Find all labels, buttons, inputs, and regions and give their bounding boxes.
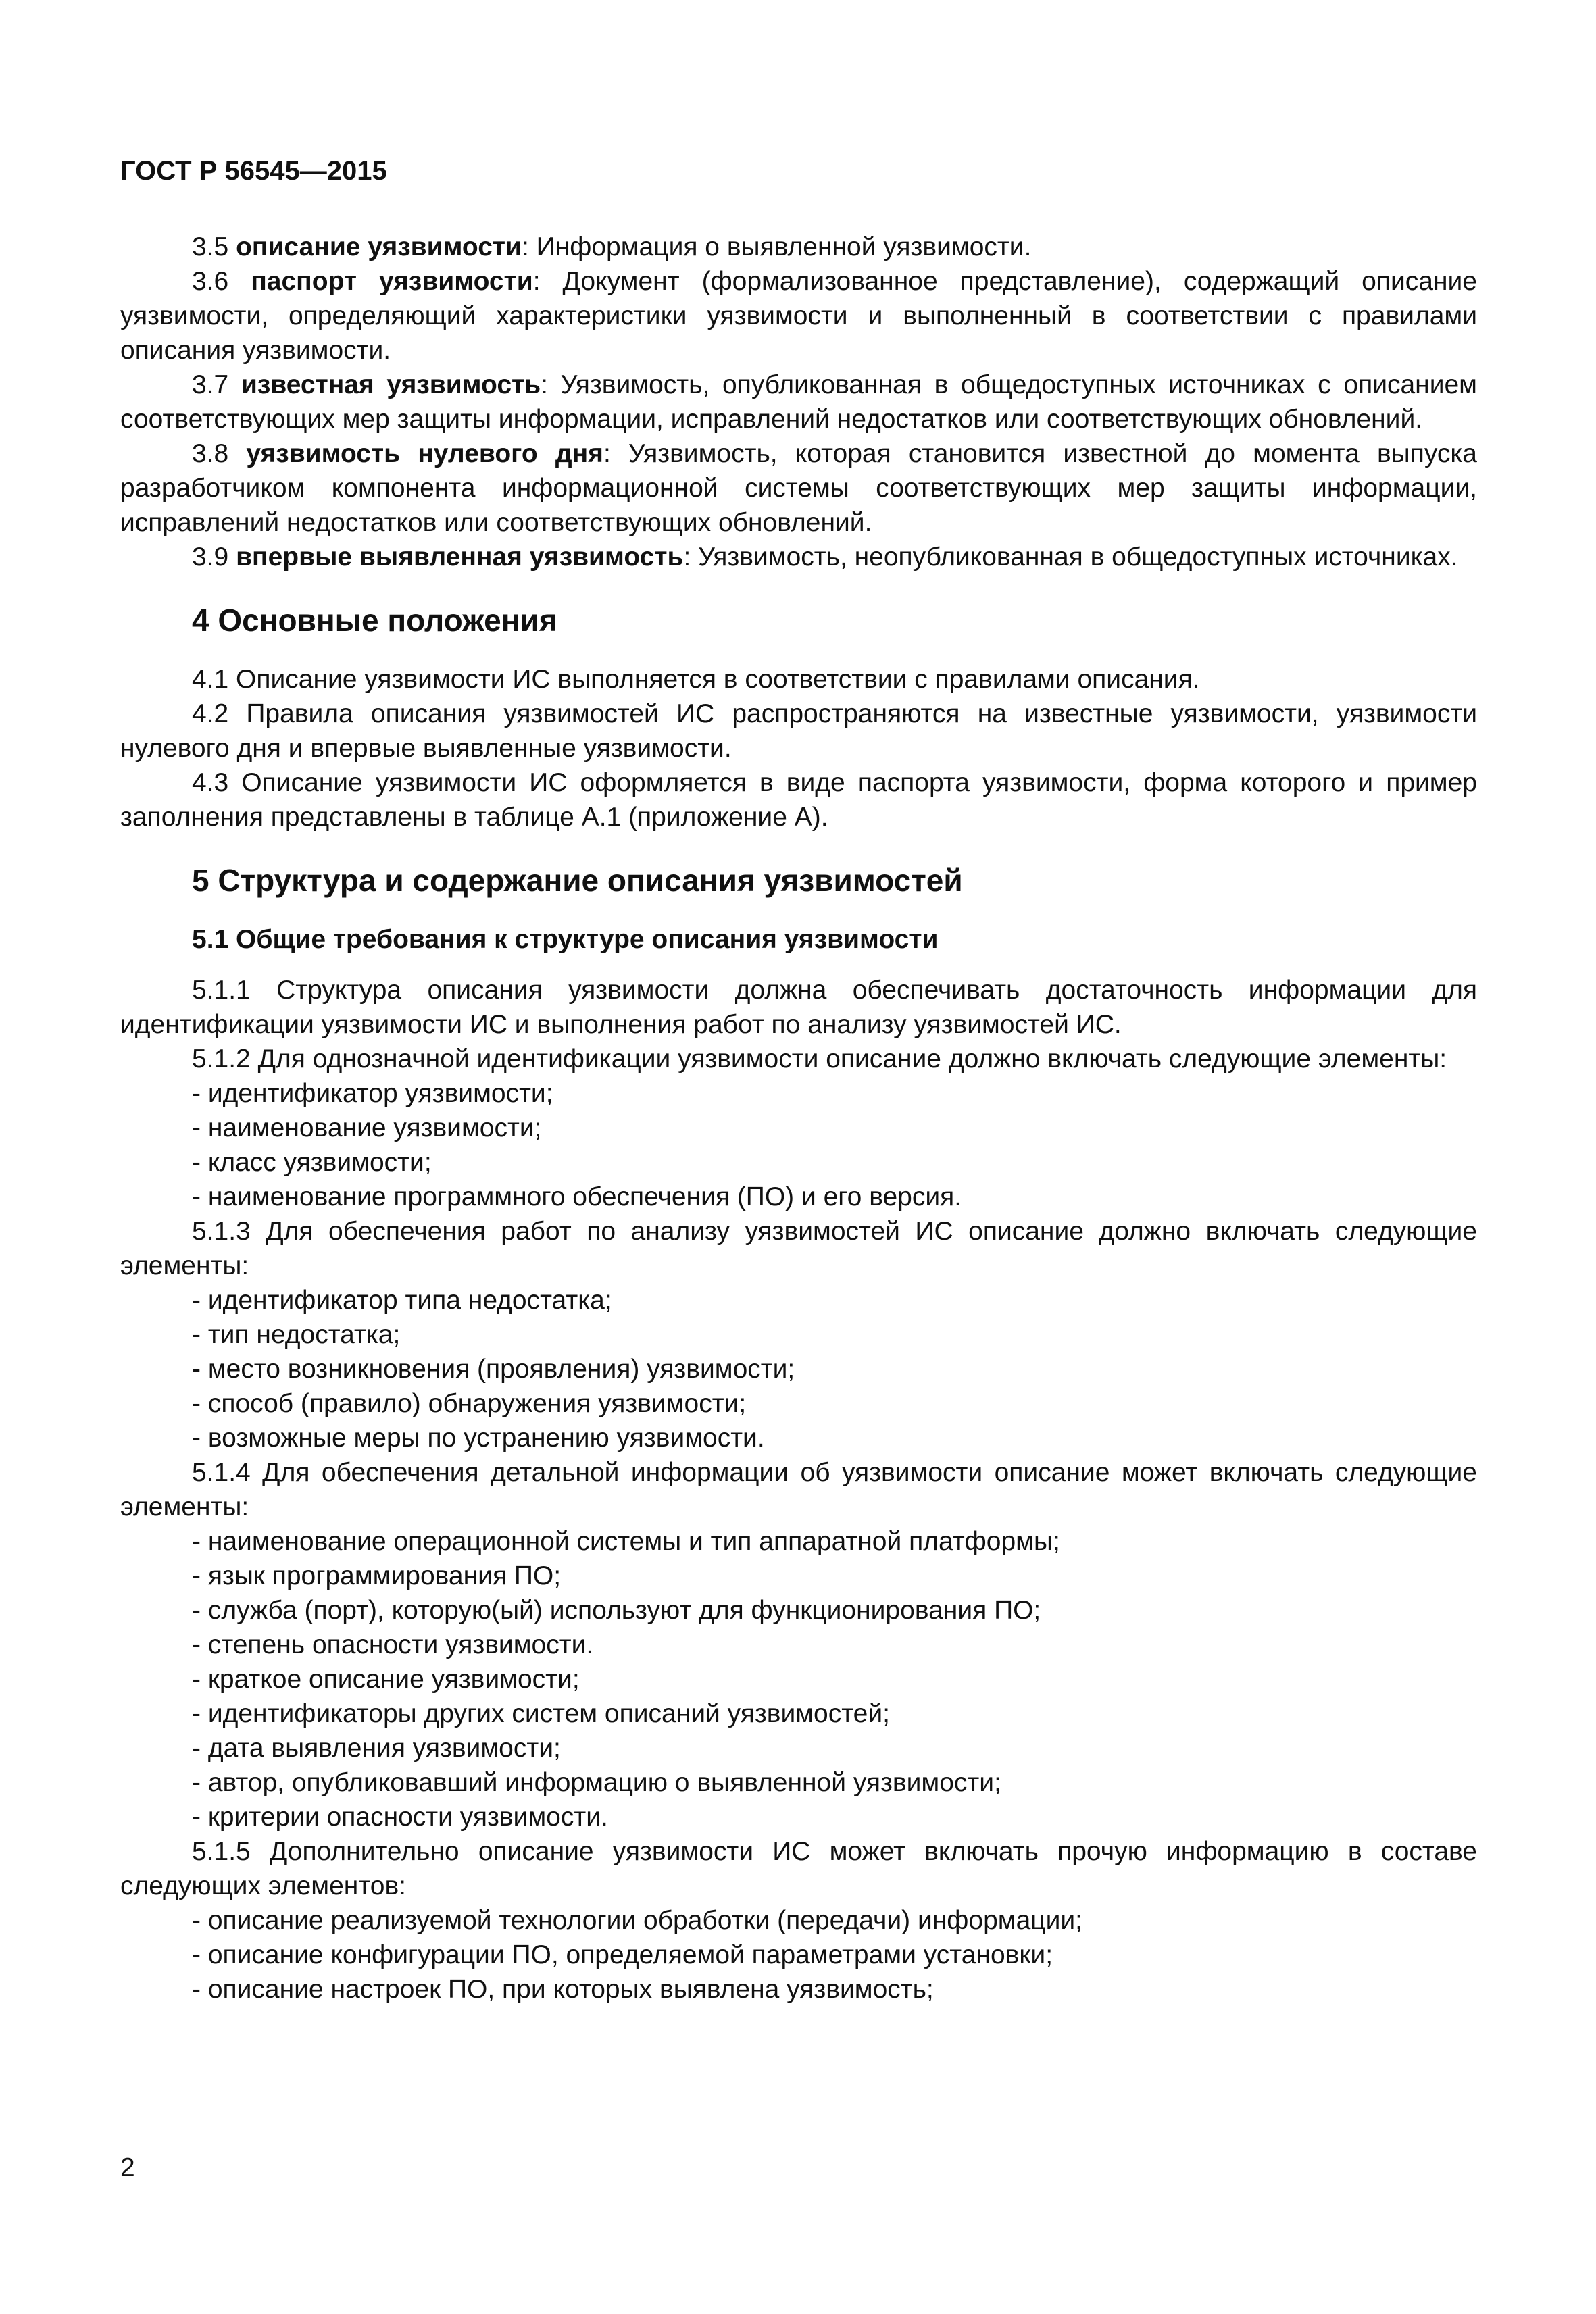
list-item: - степень опасности уязвимости. <box>192 1630 594 1659</box>
page-number: 2 <box>120 2153 135 2182</box>
section-4-heading: 4 Основные положения <box>192 603 557 638</box>
term-3-9 <box>120 540 1477 574</box>
list-item: - идентификаторы других систем описаний уязвимостей; <box>192 1699 890 1728</box>
list-5-1-5 <box>120 1903 1477 2007</box>
subsection-5-1-heading: 5.1 Общие требования к структуре описания уязвимости <box>192 925 939 954</box>
list-item: - описание реализуемой технологии обработки (передачи) информации; <box>192 1906 1083 1935</box>
term-definition: : Уязвимость, опубликованная в общедоступных источниках с описанием соответствующих мер защиты информации, исправлений недостатков или соответствующих обновлений. <box>120 370 1477 434</box>
term-name: паспорт уязвимости <box>251 267 533 296</box>
list-item: - наименование операционной системы и тип аппаратной платформы; <box>192 1527 1060 1556</box>
list-item: - идентификатор типа недостатка; <box>192 1286 612 1315</box>
term-number: 3.9 <box>192 543 229 572</box>
term-3-8 <box>120 436 1477 540</box>
paragraph-5-1-4: 5.1.4 Для обеспечения детальной информации об уязвимости описание может включать следующие элементы: <box>120 1458 1477 1521</box>
list-5-1-4 <box>120 1524 1477 1834</box>
paragraph-4-1: 4.1 Описание уязвимости ИС выполняется в соответствии с правилами описания. <box>192 665 1200 694</box>
list-item: - возможные меры по устранению уязвимости. <box>192 1424 765 1453</box>
paragraph-4-3: 4.3 Описание уязвимости ИС оформляется в виде паспорта уязвимости, форма которого и пример заполнения представлены в таблице А.1 (приложение А). <box>120 768 1477 832</box>
list-5-1-2 <box>120 1076 1477 1214</box>
document-code-header: ГОСТ Р 56545—2015 <box>120 156 387 186</box>
paragraph-5-1-2: 5.1.2 Для однозначной идентификации уязвимости описание должно включать следующие элементы: <box>192 1045 1447 1074</box>
list-item: - тип недостатка; <box>192 1320 401 1349</box>
section-5-heading: 5 Структура и содержание описания уязвимостей <box>192 863 963 898</box>
page-content <box>120 230 1477 2007</box>
term-number: 3.6 <box>192 267 229 296</box>
list-item: - описание конфигурации ПО, определяемой параметрами установки; <box>192 1940 1053 1969</box>
list-item: - место возникновения (проявления) уязвимости; <box>192 1355 795 1384</box>
list-item: - критерии опасности уязвимости. <box>192 1803 608 1832</box>
term-3-5 <box>120 230 1477 264</box>
term-name: впервые выявленная уязвимость <box>236 543 684 572</box>
term-definition: : Документ (формализованное представление), содержащий описание уязвимости, определяющий характеристики уязвимости и выполненный в соответствии с правилами описания уязвимости. <box>120 267 1477 365</box>
term-name: описание уязвимости <box>236 232 522 261</box>
term-definition: : Уязвимость, которая становится известной до момента выпуска разработчиком компонента информационной системы соответствующих мер защиты информации, исправлений недостатков или соответствующих обновлений. <box>120 439 1477 537</box>
term-name: уязвимость нулевого дня <box>246 439 603 468</box>
list-item: - способ (правило) обнаружения уязвимости; <box>192 1389 747 1418</box>
list-5-1-3 <box>120 1283 1477 1455</box>
list-item: - автор, опубликовавший информацию о выявленной уязвимости; <box>192 1768 1001 1797</box>
list-item: - наименование программного обеспечения (ПО) и его версия. <box>192 1182 962 1211</box>
paragraph-5-1-3: 5.1.3 Для обеспечения работ по анализу уязвимостей ИС описание должно включать следующие элементы: <box>120 1217 1477 1280</box>
term-3-7 <box>120 368 1477 436</box>
term-definition: : Уязвимость, неопубликованная в общедоступных источниках. <box>683 543 1458 572</box>
list-item: - класс уязвимости; <box>192 1148 432 1177</box>
term-3-6 <box>120 264 1477 368</box>
term-number: 3.7 <box>192 370 229 399</box>
list-item: - идентификатор уязвимости; <box>192 1079 553 1108</box>
paragraph-5-1-1: 5.1.1 Структура описания уязвимости должна обеспечивать достаточность информации для идентификации уязвимости ИС и выполнения работ по анализу уязвимостей ИС. <box>120 976 1477 1039</box>
paragraph-4-2: 4.2 Правила описания уязвимостей ИС распространяются на известные уязвимости, уязвимости нулевого дня и впервые выявленные уязвимости. <box>120 699 1477 763</box>
term-definition: : Информация о выявленной уязвимости. <box>522 232 1032 261</box>
paragraph-5-1-5: 5.1.5 Дополнительно описание уязвимости ИС может включать прочую информацию в составе следующих элементов: <box>120 1837 1477 1901</box>
list-item: - наименование уязвимости; <box>192 1113 542 1142</box>
term-number: 3.5 <box>192 232 229 261</box>
list-item: - краткое описание уязвимости; <box>192 1665 580 1694</box>
list-item: - описание настроек ПО, при которых выявлена уязвимость; <box>192 1975 934 2004</box>
term-number: 3.8 <box>192 439 229 468</box>
list-item: - служба (порт), которую(ый) используют для функционирования ПО; <box>192 1596 1041 1625</box>
term-name: известная уязвимость <box>241 370 541 399</box>
list-item: - дата выявления уязвимости; <box>192 1734 561 1763</box>
list-item: - язык программирования ПО; <box>192 1561 562 1590</box>
